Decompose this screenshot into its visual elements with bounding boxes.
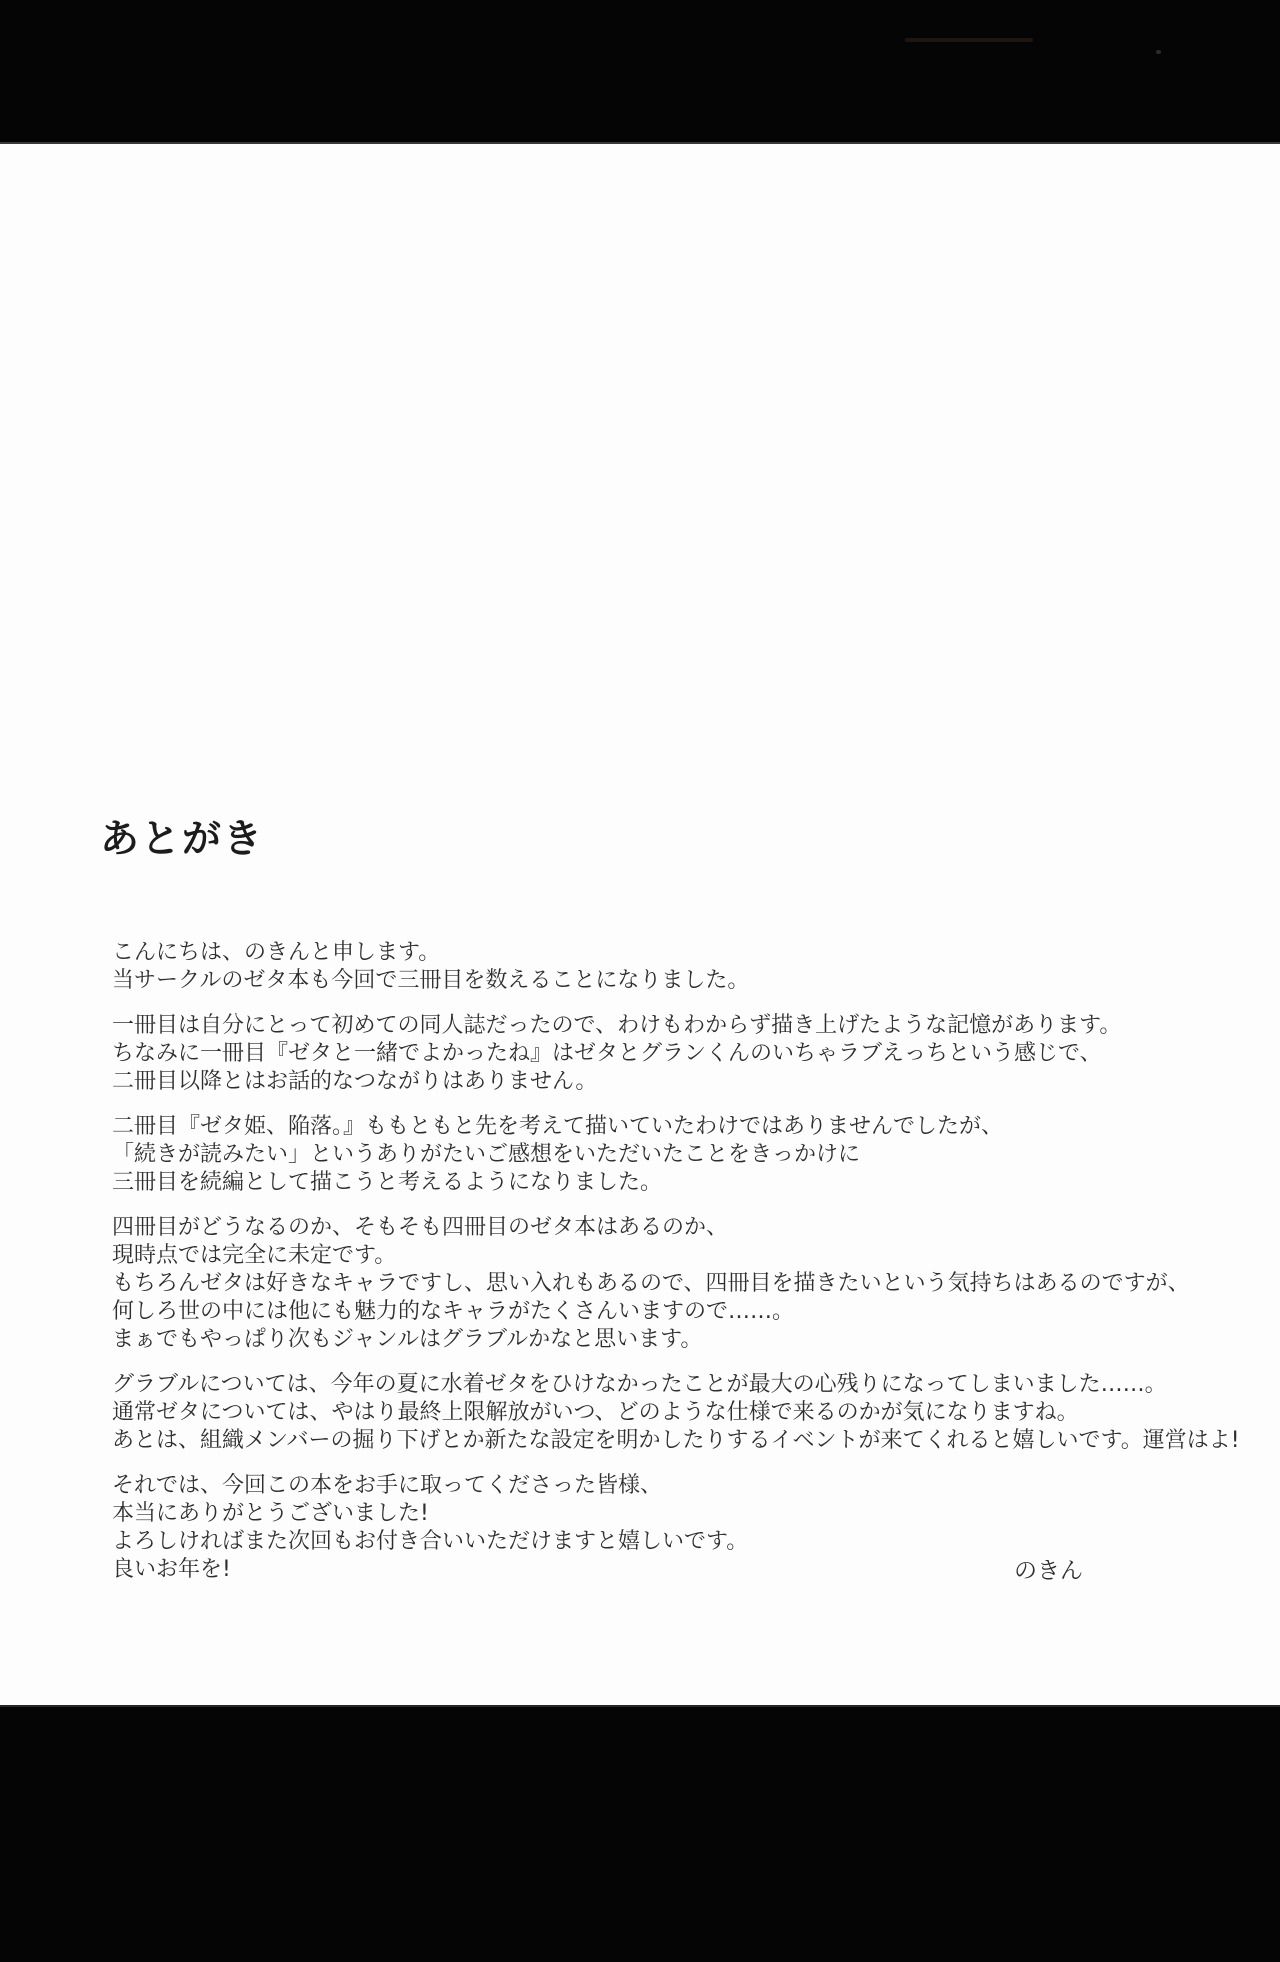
text-line: あとは、組織メンバーの掘り下げとか新たな設定を明かしたりするイベントが来てくれると嬉しいです。運営はよ! xyxy=(112,1428,1240,1453)
author-signature: のきん xyxy=(1014,1558,1083,1584)
text-line: 四冊目がどうなるのか、そもそも四冊目のゼタ本はあるのか、 xyxy=(112,1215,729,1240)
text-line: ちなみに一冊目『ゼタと一緒でよかったね』はゼタとグランくんのいちゃラブえっちという感じで、 xyxy=(112,1041,1102,1066)
text-line: 本当にありがとうございました! xyxy=(112,1501,429,1526)
text-line: 一冊目は自分にとって初めての同人誌だったので、わけもわからず描き上げたような記憶があります。 xyxy=(112,1013,1122,1038)
text-line: グラブルについては、今年の夏に水着ゼタをひけなかったことが最大の心残りになってしまいました……。 xyxy=(112,1372,1167,1397)
paragraph-first-book xyxy=(112,1012,1252,1096)
paragraph-fourth-book xyxy=(112,1214,1252,1354)
scan-artifact-dot xyxy=(1156,50,1161,54)
paragraph-second-book xyxy=(112,1113,1252,1197)
text-line: こんにちは、のきんと申します。 xyxy=(112,940,441,965)
text-line: もちろんゼタは好きなキャラですし、思い入れもあるので、四冊目を描きたいという気持ちはあるのですが、 xyxy=(112,1271,1190,1296)
text-line: 通常ゼタについては、やはり最終上限解放がいつ、どのような仕様で来るのかが気になりますね。 xyxy=(112,1400,1079,1425)
text-line: 良いお年を! xyxy=(112,1557,231,1582)
text-line: 何しろ世の中には他にも魅力的なキャラがたくさんいますので……。 xyxy=(112,1299,795,1324)
paragraph-granblue xyxy=(112,1371,1252,1455)
paper-page xyxy=(0,142,1280,1707)
text-line: よろしければまた次回もお付き合いいただけますと嬉しいです。 xyxy=(112,1529,749,1554)
scan-artifact-streak xyxy=(905,38,1033,42)
page-title: あとがき xyxy=(100,817,265,862)
text-line: 「続きが読みたい」というありがたいご感想をいただいたことをきっかけに xyxy=(112,1142,861,1167)
text-line: まぁでもやっぱり次もジャンルはグラブルかなと思います。 xyxy=(112,1327,703,1352)
text-line: 現時点では完全に未定です。 xyxy=(112,1243,397,1268)
text-line: 二冊目以降とはお話的なつながりはありません。 xyxy=(112,1069,598,1094)
text-line: 二冊目『ゼタ姫、陥落。』ももともと先を考えて描いていたわけではありませんでしたが、 xyxy=(112,1114,1004,1139)
text-line: それでは、今回この本をお手に取ってくださった皆様、 xyxy=(112,1473,663,1498)
text-line: 三冊目を続編として描こうと考えるようになりました。 xyxy=(112,1170,663,1195)
afterword-body xyxy=(112,939,1252,1601)
paragraph-greeting xyxy=(112,939,1252,995)
text-line: 当サークルのゼタ本も今回で三冊目を数えることになりました。 xyxy=(112,968,750,993)
